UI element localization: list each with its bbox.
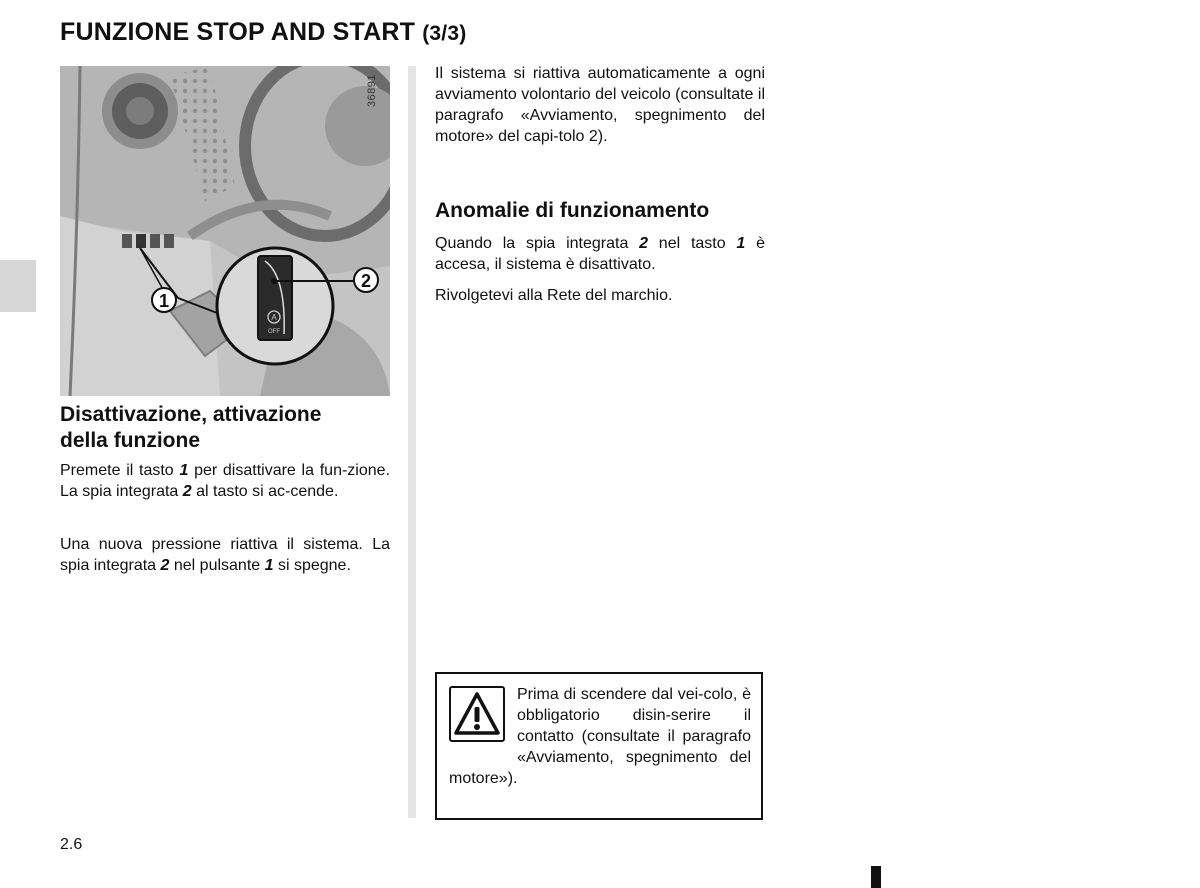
text: Quando la spia integrata <box>435 235 640 252</box>
text: Premete il tasto <box>60 462 180 479</box>
ref-number: 1 <box>736 235 746 252</box>
page-title-main: FUNZIONE STOP AND START <box>60 18 416 46</box>
text: è accesa, il sistema è disattivato. <box>435 235 766 273</box>
figure-code: 36891 <box>366 74 378 108</box>
right-paragraph-1: Il sistema si riattiva automaticamente a ogni avviamento volontario del veicolo (consultate il paragrafo «Avviamento, spegnimento del motore» del capi-tolo 2). <box>435 65 765 145</box>
text: nel tasto <box>648 235 737 252</box>
right-paragraph-3: Rivolgetevi alla Rete del marchio. <box>435 287 673 304</box>
warning-body: Prima di scendere dal vei-colo, è obbligatorio disin-serire il contatto (consultate il paragrafo «Avviamento, spegnimento del motore»). <box>449 686 751 787</box>
ref-number: 1 <box>179 462 189 479</box>
ref-number: 2 <box>182 483 192 500</box>
right-heading: Anomalie di funzionamento <box>435 199 710 222</box>
text: si spegne. <box>273 557 351 574</box>
text: Una nuova pressione riattiva il sistema. La spia integrata <box>60 536 390 574</box>
text: nel pulsante <box>169 557 265 574</box>
left-paragraph-1 <box>60 460 390 502</box>
ref-number: 2 <box>160 557 170 574</box>
page-title-suffix: (3/3) <box>422 22 467 45</box>
left-heading <box>60 402 390 454</box>
text: al tasto si ac-cende. <box>191 483 339 500</box>
dashboard-illustration <box>60 66 390 396</box>
off-label: OFF <box>268 329 280 335</box>
crop-mark <box>871 866 881 888</box>
page-number: 2.6 <box>60 836 83 853</box>
warning-box <box>435 672 763 820</box>
text: per disattivare la fun-zione. La spia integrata <box>60 462 390 500</box>
ref-number: 2 <box>639 235 649 252</box>
warning-text <box>449 684 751 789</box>
button-letter: A <box>271 313 277 322</box>
left-heading-line2: della funzione <box>60 429 201 452</box>
chapter-tab <box>0 260 36 312</box>
callout-2-label: 2 <box>360 271 372 291</box>
column-divider <box>408 66 416 818</box>
dashboard-drawing <box>60 66 390 396</box>
left-heading-line1: Disattivazione, attivazione <box>60 403 322 426</box>
page-title <box>60 18 466 47</box>
callout-1-label: 1 <box>158 291 170 311</box>
left-paragraph-2 <box>60 534 390 576</box>
right-paragraph-2 <box>435 233 765 275</box>
ref-number: 1 <box>264 557 274 574</box>
